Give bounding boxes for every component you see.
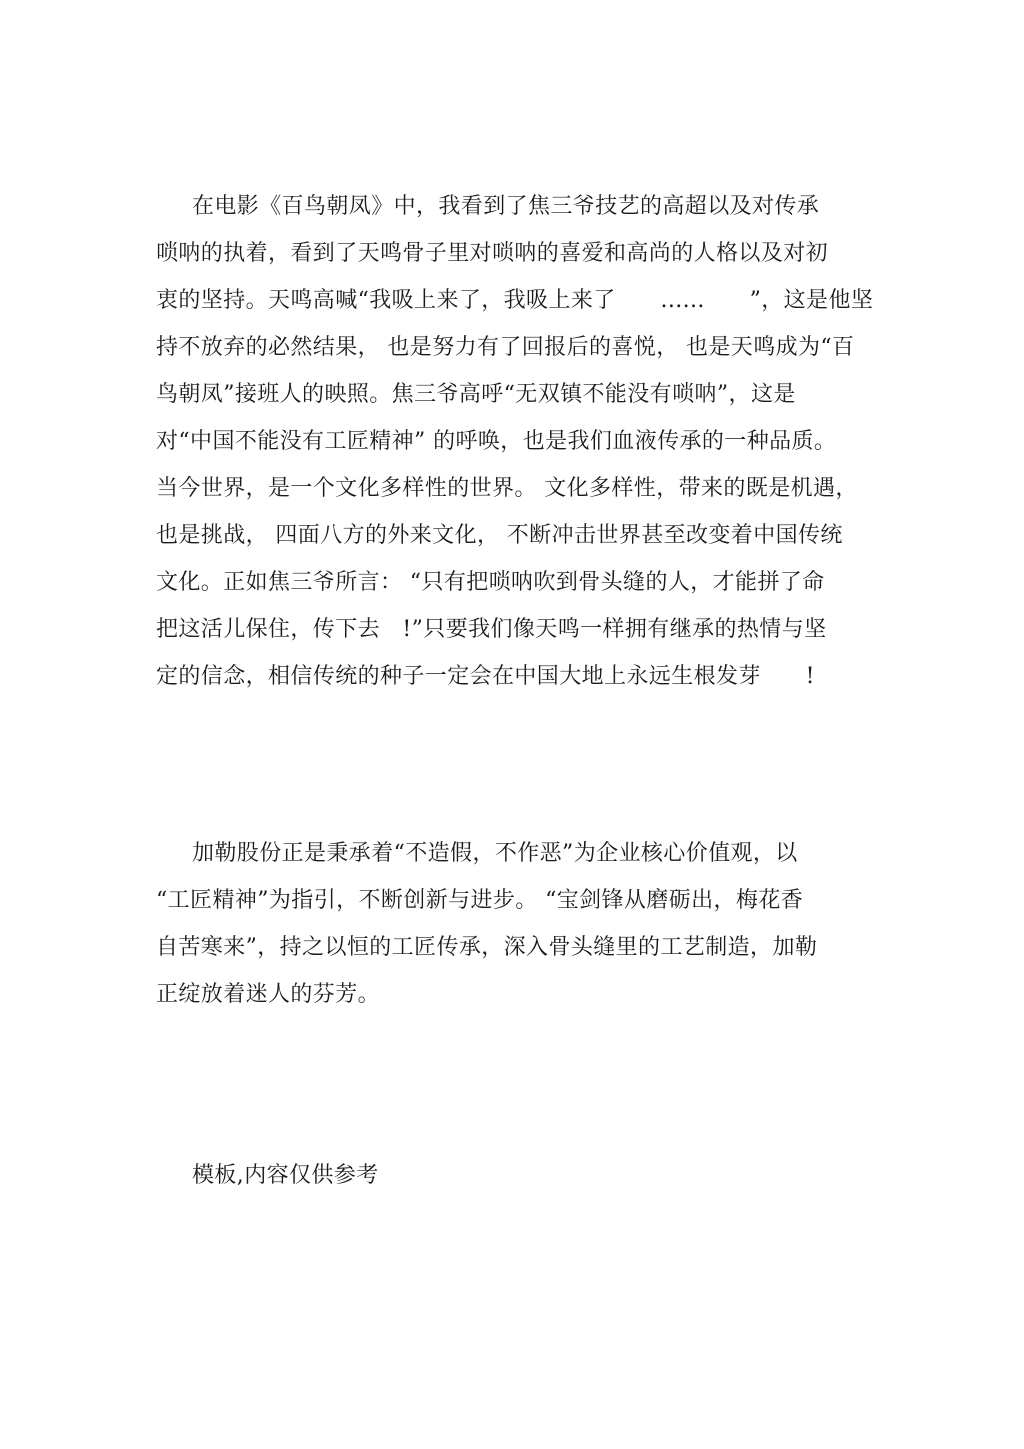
paragraph-line: 定的信念，相信传统的种子一定会在中国大地上永远生根发芽 !: [156, 664, 815, 689]
paragraph-baining-chaofeng: [156, 183, 876, 700]
paragraph-line: 也是挑战， 四面八方的外来文化， 不断冲击世界甚至改变着中国传统: [156, 523, 843, 548]
footer-note: 模板,内容仅供参考: [192, 1163, 379, 1188]
paragraph-line: 自苦寒来”，持之以恒的工匠传承，深入骨头缝里的工艺制造，加勒: [156, 935, 818, 960]
paragraph-line: “工匠精神”为指引，不断创新与进步。 “宝剑锋从磨砺出，梅花香: [156, 888, 804, 913]
template-disclaimer: [156, 1152, 876, 1199]
paragraph-line: 当今世界，是一个文化多样性的世界。 文化多样性，带来的既是机遇，: [156, 476, 858, 501]
paragraph-line: 正绽放着迷人的芬芳。: [156, 982, 381, 1007]
paragraph-line: 衷的坚持。天鸣高喊“我吸上来了，我吸上来了 ...... ”，这是他坚: [156, 288, 874, 313]
paragraph-line: 加勒股份正是秉承着“不造假，不作恶”为企业核心价值观，以: [192, 841, 798, 866]
paragraph-line: 文化。正如焦三爷所言： “只有把唢呐吹到骨头缝的人，才能拼了命: [156, 570, 825, 595]
paragraph-line: 对“中国不能没有工匠精神” 的呼唤，也是我们血液传承的一种品质。: [156, 429, 837, 454]
paragraph-jiale-company: [156, 830, 876, 1018]
paragraph-line: 唢呐的执着，看到了天鸣骨子里对唢呐的喜爱和高尚的人格以及对初: [156, 241, 829, 266]
paragraph-line: 在电影《百鸟朝凤》中，我看到了焦三爷技艺的高超以及对传承: [192, 194, 820, 219]
paragraph-line: 持不放弃的必然结果， 也是努力有了回报后的喜悦， 也是天鸣成为“百: [156, 335, 855, 360]
paragraph-line: 鸟朝凤”接班人的映照。焦三爷高呼“无双镇不能没有唢呐”，这是: [156, 382, 796, 407]
paragraph-line: 把这活儿保住，传下去 !”只要我们像天鸣一样拥有继承的热情与坚: [156, 617, 827, 642]
